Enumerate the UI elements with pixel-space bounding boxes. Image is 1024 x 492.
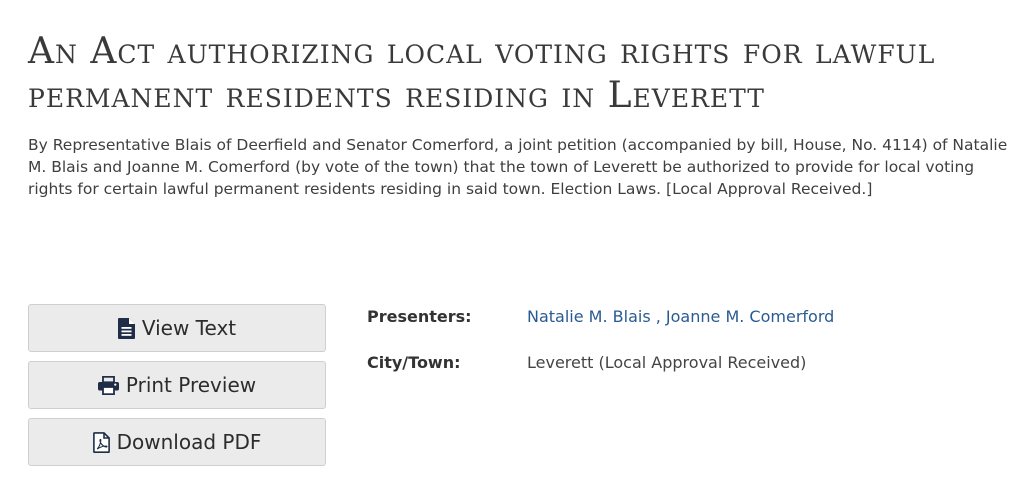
view-text-label: View Text	[141, 316, 237, 340]
city-town-label: City/Town:	[367, 353, 461, 372]
presenters-label: Presenters:	[367, 307, 472, 326]
bill-title: An Act authorizing local voting rights for lawful permanent residents residing in Leverett	[28, 31, 936, 116]
city-town-row	[367, 350, 987, 396]
view-text-button[interactable]	[28, 304, 326, 352]
file-text-icon	[118, 318, 135, 339]
presenter-link-comerford[interactable]: Joanne M. Comerford	[665, 307, 835, 326]
presenters-separator: ,	[650, 307, 666, 326]
print-preview-label: Print Preview	[125, 373, 257, 397]
download-pdf-button[interactable]	[28, 418, 326, 466]
city-town-value: Leverett (Local Approval Received)	[527, 353, 807, 372]
bill-details-section	[28, 304, 1008, 474]
bill-meta	[367, 304, 987, 396]
download-pdf-label: Download PDF	[116, 430, 262, 454]
presenters-row	[367, 304, 987, 350]
printer-icon	[98, 376, 119, 395]
presenters-value	[527, 307, 834, 326]
bill-summary: By Representative Blais of Deerfield and Senator Comerford, a joint petition (accompanied by bill, House, No. 4114) of Natalie M. Blais and Joanne M. Comerford (by vote of the town) that the town of Leverett be authorized to provide for local voting rights for certain lawful permanent residents residing in said town. Election Laws. [Local Approval Received.]	[28, 136, 1008, 198]
presenter-link-blais[interactable]: Natalie M. Blais	[527, 307, 651, 326]
pdf-file-icon	[93, 432, 110, 453]
print-preview-button[interactable]	[28, 361, 326, 409]
